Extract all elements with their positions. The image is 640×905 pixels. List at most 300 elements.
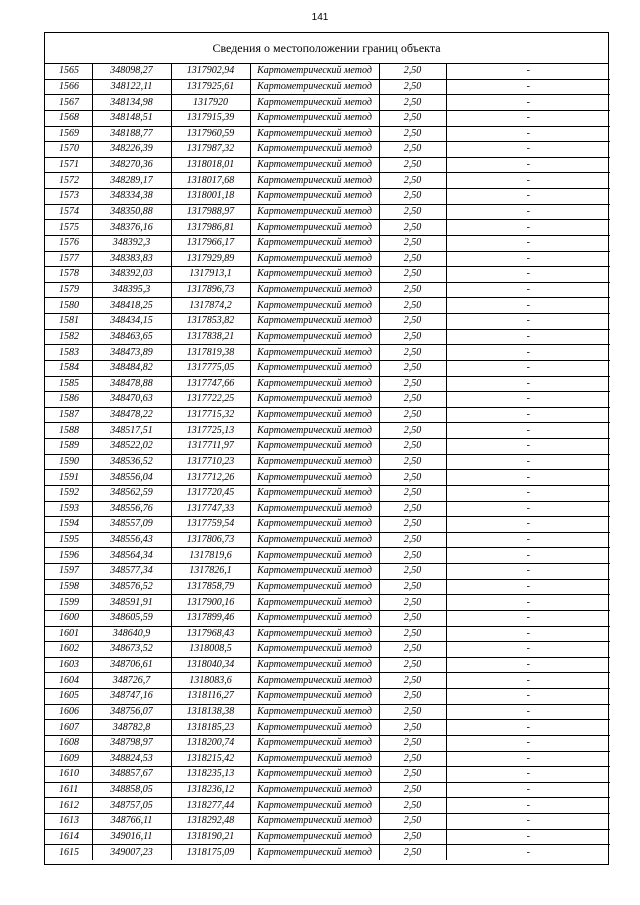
x-coordinate-cell: 348757,05 bbox=[92, 798, 171, 814]
table-row bbox=[45, 517, 610, 533]
method-cell: Картометрический метод bbox=[250, 595, 379, 611]
y-coordinate-cell: 1318277,44 bbox=[171, 798, 250, 814]
method-cell: Картометрический метод bbox=[250, 95, 379, 111]
method-cell: Картометрический метод bbox=[250, 204, 379, 220]
method-cell: Картометрический метод bbox=[250, 564, 379, 580]
accuracy-cell: 2,50 bbox=[379, 642, 446, 658]
point-number-cell: 1565 bbox=[45, 64, 92, 79]
point-number-cell: 1583 bbox=[45, 345, 92, 361]
table-row bbox=[45, 751, 610, 767]
note-cell: - bbox=[446, 485, 610, 501]
point-number-cell: 1608 bbox=[45, 735, 92, 751]
accuracy-cell: 2,50 bbox=[379, 782, 446, 798]
method-cell: Картометрический метод bbox=[250, 392, 379, 408]
x-coordinate-cell: 348824,53 bbox=[92, 751, 171, 767]
accuracy-cell: 2,50 bbox=[379, 548, 446, 564]
point-number-cell: 1597 bbox=[45, 564, 92, 580]
table-body bbox=[45, 64, 610, 860]
table-row bbox=[45, 642, 610, 658]
method-cell: Картометрический метод bbox=[250, 298, 379, 314]
note-cell: - bbox=[446, 501, 610, 517]
method-cell: Картометрический метод bbox=[250, 579, 379, 595]
method-cell: Картометрический метод bbox=[250, 251, 379, 267]
table-row bbox=[45, 345, 610, 361]
x-coordinate-cell: 348756,07 bbox=[92, 704, 171, 720]
table-row bbox=[45, 673, 610, 689]
point-number-cell: 1612 bbox=[45, 798, 92, 814]
method-cell: Картометрический метод bbox=[250, 845, 379, 860]
x-coordinate-cell: 348226,39 bbox=[92, 142, 171, 158]
y-coordinate-cell: 1318001,18 bbox=[171, 189, 250, 205]
accuracy-cell: 2,50 bbox=[379, 235, 446, 251]
table-row bbox=[45, 95, 610, 111]
note-cell: - bbox=[446, 64, 610, 79]
note-cell: - bbox=[446, 735, 610, 751]
table-row bbox=[45, 126, 610, 142]
x-coordinate-cell: 348782,8 bbox=[92, 720, 171, 736]
y-coordinate-cell: 1318190,21 bbox=[171, 829, 250, 845]
method-cell: Картометрический метод bbox=[250, 485, 379, 501]
note-cell: - bbox=[446, 704, 610, 720]
method-cell: Картометрический метод bbox=[250, 767, 379, 783]
note-cell: - bbox=[446, 189, 610, 205]
table-row bbox=[45, 689, 610, 705]
table-row bbox=[45, 439, 610, 455]
method-cell: Картометрический метод bbox=[250, 345, 379, 361]
method-cell: Картометрический метод bbox=[250, 782, 379, 798]
x-coordinate-cell: 348350,88 bbox=[92, 204, 171, 220]
x-coordinate-cell: 349007,23 bbox=[92, 845, 171, 860]
point-number-cell: 1587 bbox=[45, 407, 92, 423]
accuracy-cell: 2,50 bbox=[379, 532, 446, 548]
point-number-cell: 1592 bbox=[45, 485, 92, 501]
x-coordinate-cell: 348591,91 bbox=[92, 595, 171, 611]
accuracy-cell: 2,50 bbox=[379, 579, 446, 595]
table-row bbox=[45, 189, 610, 205]
x-coordinate-cell: 348798,97 bbox=[92, 735, 171, 751]
y-coordinate-cell: 1317715,32 bbox=[171, 407, 250, 423]
y-coordinate-cell: 1318116,27 bbox=[171, 689, 250, 705]
y-coordinate-cell: 1317874,2 bbox=[171, 298, 250, 314]
note-cell: - bbox=[446, 517, 610, 533]
accuracy-cell: 2,50 bbox=[379, 376, 446, 392]
y-coordinate-cell: 1317966,17 bbox=[171, 235, 250, 251]
y-coordinate-cell: 1317747,66 bbox=[171, 376, 250, 392]
table-row bbox=[45, 470, 610, 486]
note-cell: - bbox=[446, 579, 610, 595]
accuracy-cell: 2,50 bbox=[379, 814, 446, 830]
accuracy-cell: 2,50 bbox=[379, 829, 446, 845]
accuracy-cell: 2,50 bbox=[379, 485, 446, 501]
note-cell: - bbox=[446, 751, 610, 767]
x-coordinate-cell: 348334,38 bbox=[92, 189, 171, 205]
accuracy-cell: 2,50 bbox=[379, 220, 446, 236]
method-cell: Картометрический метод bbox=[250, 673, 379, 689]
note-cell: - bbox=[446, 314, 610, 330]
accuracy-cell: 2,50 bbox=[379, 189, 446, 205]
x-coordinate-cell: 348747,16 bbox=[92, 689, 171, 705]
accuracy-cell: 2,50 bbox=[379, 314, 446, 330]
point-number-cell: 1610 bbox=[45, 767, 92, 783]
note-cell: - bbox=[446, 564, 610, 580]
table-row bbox=[45, 501, 610, 517]
method-cell: Картометрический метод bbox=[250, 814, 379, 830]
accuracy-cell: 2,50 bbox=[379, 595, 446, 611]
method-cell: Картометрический метод bbox=[250, 360, 379, 376]
point-number-cell: 1576 bbox=[45, 235, 92, 251]
point-number-cell: 1611 bbox=[45, 782, 92, 798]
method-cell: Картометрический метод bbox=[250, 157, 379, 173]
table-row bbox=[45, 595, 610, 611]
note-cell: - bbox=[446, 282, 610, 298]
note-cell: - bbox=[446, 157, 610, 173]
y-coordinate-cell: 1318185,23 bbox=[171, 720, 250, 736]
point-number-cell: 1582 bbox=[45, 329, 92, 345]
accuracy-cell: 2,50 bbox=[379, 735, 446, 751]
y-coordinate-cell: 1317826,1 bbox=[171, 564, 250, 580]
note-cell: - bbox=[446, 642, 610, 658]
y-coordinate-cell: 1317838,21 bbox=[171, 329, 250, 345]
accuracy-cell: 2,50 bbox=[379, 173, 446, 189]
method-cell: Картометрический метод bbox=[250, 376, 379, 392]
accuracy-cell: 2,50 bbox=[379, 439, 446, 455]
point-number-cell: 1575 bbox=[45, 220, 92, 236]
table-row bbox=[45, 282, 610, 298]
point-number-cell: 1586 bbox=[45, 392, 92, 408]
y-coordinate-cell: 1317775,05 bbox=[171, 360, 250, 376]
note-cell: - bbox=[446, 439, 610, 455]
point-number-cell: 1573 bbox=[45, 189, 92, 205]
table-row bbox=[45, 610, 610, 626]
y-coordinate-cell: 1318138,38 bbox=[171, 704, 250, 720]
point-number-cell: 1585 bbox=[45, 376, 92, 392]
method-cell: Картометрический метод bbox=[250, 126, 379, 142]
point-number-cell: 1566 bbox=[45, 79, 92, 95]
method-cell: Картометрический метод bbox=[250, 439, 379, 455]
x-coordinate-cell: 348289,17 bbox=[92, 173, 171, 189]
accuracy-cell: 2,50 bbox=[379, 79, 446, 95]
x-coordinate-cell: 348556,76 bbox=[92, 501, 171, 517]
y-coordinate-cell: 1318175,09 bbox=[171, 845, 250, 860]
point-number-cell: 1578 bbox=[45, 267, 92, 283]
y-coordinate-cell: 1318236,12 bbox=[171, 782, 250, 798]
point-number-cell: 1574 bbox=[45, 204, 92, 220]
y-coordinate-cell: 1317915,39 bbox=[171, 110, 250, 126]
method-cell: Картометрический метод bbox=[250, 329, 379, 345]
x-coordinate-cell: 348395,3 bbox=[92, 282, 171, 298]
x-coordinate-cell: 348536,52 bbox=[92, 454, 171, 470]
x-coordinate-cell: 348726,7 bbox=[92, 673, 171, 689]
accuracy-cell: 2,50 bbox=[379, 517, 446, 533]
table-row bbox=[45, 314, 610, 330]
point-number-cell: 1589 bbox=[45, 439, 92, 455]
accuracy-cell: 2,50 bbox=[379, 751, 446, 767]
method-cell: Картометрический метод bbox=[250, 532, 379, 548]
method-cell: Картометрический метод bbox=[250, 423, 379, 439]
method-cell: Картометрический метод bbox=[250, 79, 379, 95]
x-coordinate-cell: 348858,05 bbox=[92, 782, 171, 798]
x-coordinate-cell: 348434,15 bbox=[92, 314, 171, 330]
table-row bbox=[45, 235, 610, 251]
accuracy-cell: 2,50 bbox=[379, 110, 446, 126]
x-coordinate-cell: 348556,43 bbox=[92, 532, 171, 548]
point-number-cell: 1605 bbox=[45, 689, 92, 705]
point-number-cell: 1584 bbox=[45, 360, 92, 376]
point-number-cell: 1596 bbox=[45, 548, 92, 564]
x-coordinate-cell: 348392,03 bbox=[92, 267, 171, 283]
x-coordinate-cell: 348605,59 bbox=[92, 610, 171, 626]
y-coordinate-cell: 1317920 bbox=[171, 95, 250, 111]
y-coordinate-cell: 1317987,32 bbox=[171, 142, 250, 158]
accuracy-cell: 2,50 bbox=[379, 329, 446, 345]
point-number-cell: 1607 bbox=[45, 720, 92, 736]
accuracy-cell: 2,50 bbox=[379, 360, 446, 376]
note-cell: - bbox=[446, 829, 610, 845]
point-number-cell: 1572 bbox=[45, 173, 92, 189]
accuracy-cell: 2,50 bbox=[379, 657, 446, 673]
point-number-cell: 1568 bbox=[45, 110, 92, 126]
method-cell: Картометрический метод bbox=[250, 720, 379, 736]
x-coordinate-cell: 348418,25 bbox=[92, 298, 171, 314]
table-row bbox=[45, 798, 610, 814]
table-row bbox=[45, 407, 610, 423]
point-number-cell: 1609 bbox=[45, 751, 92, 767]
table-row bbox=[45, 767, 610, 783]
method-cell: Картометрический метод bbox=[250, 689, 379, 705]
x-coordinate-cell: 348188,77 bbox=[92, 126, 171, 142]
x-coordinate-cell: 348640,9 bbox=[92, 626, 171, 642]
table-row bbox=[45, 657, 610, 673]
point-number-cell: 1603 bbox=[45, 657, 92, 673]
method-cell: Картометрический метод bbox=[250, 142, 379, 158]
accuracy-cell: 2,50 bbox=[379, 282, 446, 298]
y-coordinate-cell: 1317711,97 bbox=[171, 439, 250, 455]
method-cell: Картометрический метод bbox=[250, 470, 379, 486]
note-cell: - bbox=[446, 595, 610, 611]
accuracy-cell: 2,50 bbox=[379, 204, 446, 220]
accuracy-cell: 2,50 bbox=[379, 704, 446, 720]
point-number-cell: 1604 bbox=[45, 673, 92, 689]
note-cell: - bbox=[446, 673, 610, 689]
x-coordinate-cell: 348673,52 bbox=[92, 642, 171, 658]
note-cell: - bbox=[446, 376, 610, 392]
table-row bbox=[45, 329, 610, 345]
y-coordinate-cell: 1317806,73 bbox=[171, 532, 250, 548]
point-number-cell: 1600 bbox=[45, 610, 92, 626]
note-cell: - bbox=[446, 392, 610, 408]
y-coordinate-cell: 1318200,74 bbox=[171, 735, 250, 751]
note-cell: - bbox=[446, 548, 610, 564]
accuracy-cell: 2,50 bbox=[379, 501, 446, 517]
method-cell: Картометрический метод bbox=[250, 517, 379, 533]
method-cell: Картометрический метод bbox=[250, 548, 379, 564]
y-coordinate-cell: 1317747,33 bbox=[171, 501, 250, 517]
point-number-cell: 1615 bbox=[45, 845, 92, 860]
x-coordinate-cell: 348484,82 bbox=[92, 360, 171, 376]
point-number-cell: 1601 bbox=[45, 626, 92, 642]
y-coordinate-cell: 1317722,25 bbox=[171, 392, 250, 408]
x-coordinate-cell: 348376,16 bbox=[92, 220, 171, 236]
method-cell: Картометрический метод bbox=[250, 407, 379, 423]
table-row bbox=[45, 548, 610, 564]
accuracy-cell: 2,50 bbox=[379, 845, 446, 860]
point-number-cell: 1595 bbox=[45, 532, 92, 548]
x-coordinate-cell: 348522,02 bbox=[92, 439, 171, 455]
x-coordinate-cell: 348478,22 bbox=[92, 407, 171, 423]
accuracy-cell: 2,50 bbox=[379, 689, 446, 705]
note-cell: - bbox=[446, 204, 610, 220]
x-coordinate-cell: 348556,04 bbox=[92, 470, 171, 486]
accuracy-cell: 2,50 bbox=[379, 626, 446, 642]
table-row bbox=[45, 392, 610, 408]
accuracy-cell: 2,50 bbox=[379, 470, 446, 486]
note-cell: - bbox=[446, 407, 610, 423]
note-cell: - bbox=[446, 251, 610, 267]
note-cell: - bbox=[526, 846, 530, 858]
table-row bbox=[45, 845, 610, 860]
table-row bbox=[45, 79, 610, 95]
table-row bbox=[45, 829, 610, 845]
table-row bbox=[45, 267, 610, 283]
accuracy-cell: 2,50 bbox=[379, 673, 446, 689]
point-number-cell: 1588 bbox=[45, 423, 92, 439]
method-cell: Картометрический метод bbox=[250, 751, 379, 767]
note-cell: - bbox=[446, 454, 610, 470]
point-number-cell: 1580 bbox=[45, 298, 92, 314]
method-cell: Картометрический метод bbox=[250, 704, 379, 720]
accuracy-cell: 2,50 bbox=[379, 564, 446, 580]
y-coordinate-cell: 1318018,01 bbox=[171, 157, 250, 173]
accuracy-cell: 2,50 bbox=[379, 767, 446, 783]
note-cell: - bbox=[446, 345, 610, 361]
table-row bbox=[45, 360, 610, 376]
method-cell: Картометрический метод bbox=[250, 173, 379, 189]
y-coordinate-cell: 1317925,61 bbox=[171, 79, 250, 95]
table-row bbox=[45, 251, 610, 267]
table-row bbox=[45, 454, 610, 470]
point-number-cell: 1614 bbox=[45, 829, 92, 845]
table-row bbox=[45, 110, 610, 126]
x-coordinate-cell: 348148,51 bbox=[92, 110, 171, 126]
y-coordinate-cell: 1317720,45 bbox=[171, 485, 250, 501]
table-row bbox=[45, 64, 610, 79]
method-cell: Картометрический метод bbox=[250, 267, 379, 283]
x-coordinate-cell: 348562,59 bbox=[92, 485, 171, 501]
note-cell: - bbox=[446, 142, 610, 158]
table-row bbox=[45, 720, 610, 736]
accuracy-cell: 2,50 bbox=[379, 610, 446, 626]
x-coordinate-cell: 348473,89 bbox=[92, 345, 171, 361]
table-row bbox=[45, 704, 610, 720]
x-coordinate-cell: 348270,36 bbox=[92, 157, 171, 173]
note-cell: - bbox=[446, 782, 610, 798]
accuracy-cell: 2,50 bbox=[379, 407, 446, 423]
x-coordinate-cell: 348766,11 bbox=[92, 814, 171, 830]
point-number-cell: 1606 bbox=[45, 704, 92, 720]
table-row bbox=[45, 142, 610, 158]
y-coordinate-cell: 1318008,5 bbox=[171, 642, 250, 658]
x-coordinate-cell: 348478,88 bbox=[92, 376, 171, 392]
x-coordinate-cell: 348564,34 bbox=[92, 548, 171, 564]
method-cell: Картометрический метод bbox=[250, 282, 379, 298]
table-row bbox=[45, 626, 610, 642]
y-coordinate-cell: 1317725,13 bbox=[171, 423, 250, 439]
table-row bbox=[45, 220, 610, 236]
note-cell: - bbox=[446, 267, 610, 283]
point-number-cell: 1599 bbox=[45, 595, 92, 611]
note-cell: - bbox=[446, 110, 610, 126]
accuracy-cell: 2,50 bbox=[379, 267, 446, 283]
method-cell: Картометрический метод bbox=[250, 64, 379, 79]
point-number-cell: 1570 bbox=[45, 142, 92, 158]
table-row bbox=[45, 423, 610, 439]
y-coordinate-cell: 1317819,6 bbox=[171, 548, 250, 564]
method-cell: Картометрический метод bbox=[250, 829, 379, 845]
y-coordinate-cell: 1318235,13 bbox=[171, 767, 250, 783]
x-coordinate-cell: 348470,63 bbox=[92, 392, 171, 408]
method-cell: Картометрический метод bbox=[250, 220, 379, 236]
method-cell: Картометрический метод bbox=[250, 626, 379, 642]
y-coordinate-cell: 1317902,94 bbox=[171, 64, 250, 79]
page-number: 141 bbox=[311, 12, 329, 23]
x-coordinate-cell: 348392,3 bbox=[92, 235, 171, 251]
table-row bbox=[45, 204, 610, 220]
method-cell: Картометрический метод bbox=[250, 454, 379, 470]
document-frame bbox=[44, 32, 609, 865]
y-coordinate-cell: 1317929,89 bbox=[171, 251, 250, 267]
note-cell: - bbox=[446, 173, 610, 189]
point-number-cell: 1593 bbox=[45, 501, 92, 517]
y-coordinate-cell: 1318017,68 bbox=[171, 173, 250, 189]
accuracy-cell: 2,50 bbox=[379, 423, 446, 439]
table-row bbox=[45, 579, 610, 595]
note-cell: - bbox=[446, 610, 610, 626]
y-coordinate-cell: 1318040,34 bbox=[171, 657, 250, 673]
y-coordinate-cell: 1317968,43 bbox=[171, 626, 250, 642]
y-coordinate-cell: 1317986,81 bbox=[171, 220, 250, 236]
x-coordinate-cell: 348383,83 bbox=[92, 251, 171, 267]
note-cell: - bbox=[446, 235, 610, 251]
y-coordinate-cell: 1317896,73 bbox=[171, 282, 250, 298]
point-number-cell: 1602 bbox=[45, 642, 92, 658]
x-coordinate-cell: 348098,27 bbox=[92, 64, 171, 79]
y-coordinate-cell: 1317712,26 bbox=[171, 470, 250, 486]
x-coordinate-cell: 348517,51 bbox=[92, 423, 171, 439]
y-coordinate-cell: 1317899,46 bbox=[171, 610, 250, 626]
note-cell: - bbox=[446, 95, 610, 111]
table-row bbox=[45, 564, 610, 580]
note-cell: - bbox=[446, 126, 610, 142]
note-cell: - bbox=[446, 657, 610, 673]
method-cell: Картометрический метод bbox=[250, 610, 379, 626]
point-number-cell: 1569 bbox=[45, 126, 92, 142]
y-coordinate-cell: 1317819,38 bbox=[171, 345, 250, 361]
table-row bbox=[45, 814, 610, 830]
table-row bbox=[45, 485, 610, 501]
document-title: Сведения о местоположении границ объекта bbox=[45, 33, 608, 64]
accuracy-cell: 2,50 bbox=[379, 95, 446, 111]
method-cell: Картометрический метод bbox=[250, 110, 379, 126]
point-number-cell: 1598 bbox=[45, 579, 92, 595]
accuracy-cell: 2,50 bbox=[379, 64, 446, 79]
method-cell: Картометрический метод bbox=[250, 501, 379, 517]
y-coordinate-cell: 1317853,82 bbox=[171, 314, 250, 330]
point-number-cell: 1579 bbox=[45, 282, 92, 298]
y-coordinate-cell: 1317960,59 bbox=[171, 126, 250, 142]
point-number-cell: 1591 bbox=[45, 470, 92, 486]
table-row bbox=[45, 376, 610, 392]
method-cell: Картометрический метод bbox=[250, 642, 379, 658]
